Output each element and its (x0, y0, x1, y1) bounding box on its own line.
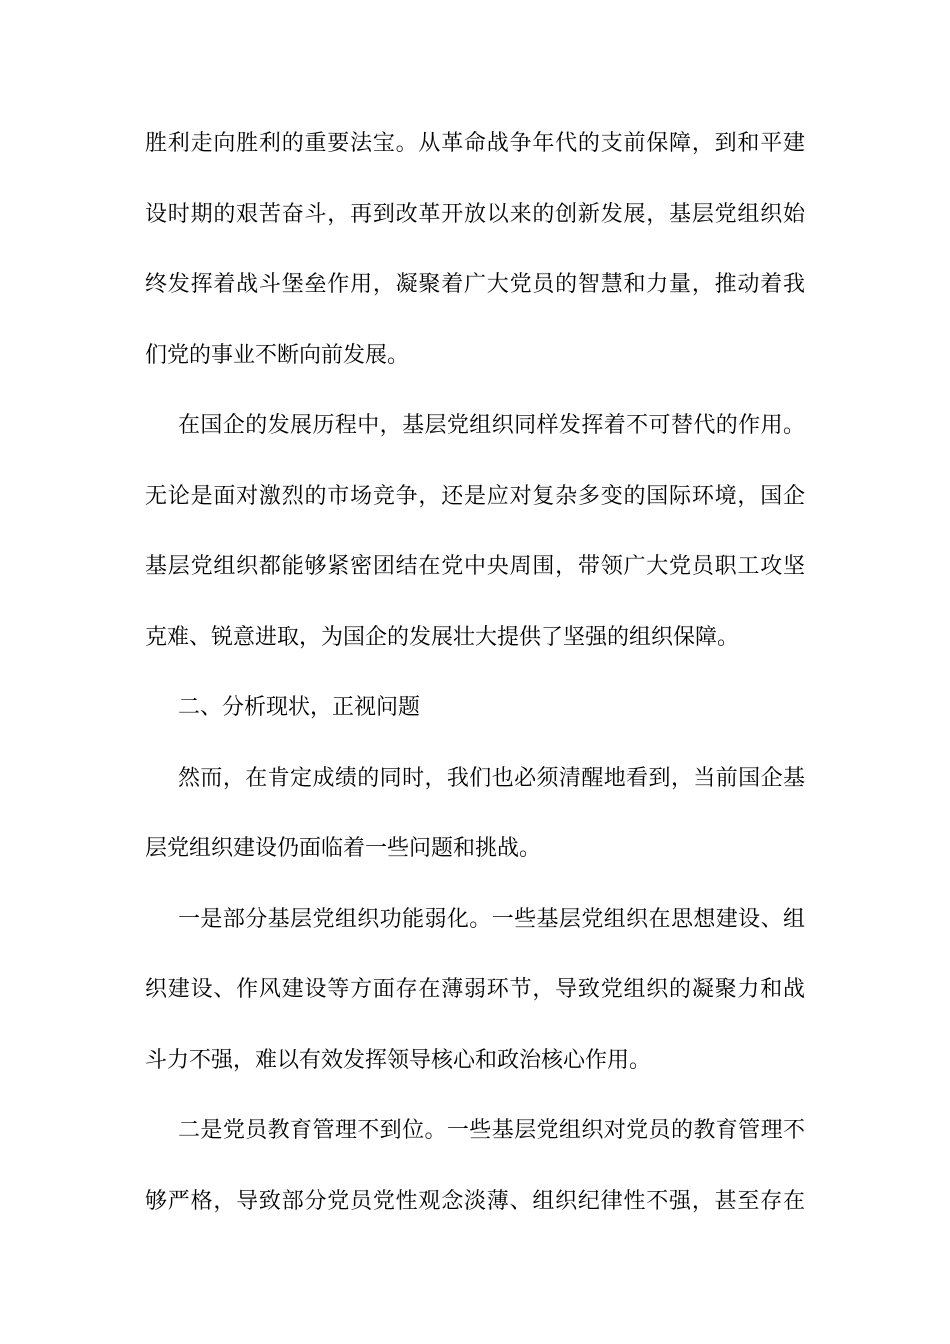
text-line: 然而，在肯定成绩的同时，我们也必须清醒地看到，当前国企基 (178, 764, 805, 790)
text-line: 无论是面对激烈的市场竞争，还是应对复杂多变的国际环境，国企 (145, 482, 805, 508)
text-line: 层党组织建设仍面临着一些问题和挑战。 (145, 835, 542, 860)
text-line: 二是党员教育管理不到位。一些基层党组织对党员的教育管理不 (178, 1117, 805, 1142)
text-line: 够严格，导致部分党员党性观念淡薄、组织纪律性不强，甚至存在 (145, 1187, 805, 1213)
text-line: 们党的事业不断向前发展。 (145, 341, 410, 367)
text-line: 胜利走向胜利的重要法宝。从革命战争年代的支前保障，到和平建 (145, 130, 805, 155)
paragraph (145, 743, 805, 884)
text-line: 织建设、作风建设等方面存在薄弱环节，导致党组织的凝聚力和战 (145, 976, 805, 1001)
text-line: 二、分析现状，正视问题 (178, 694, 421, 719)
paragraph (145, 1095, 805, 1236)
paragraph (145, 390, 805, 672)
text-line: 设时期的艰苦奋斗，再到改革开放以来的创新发展，基层党组织始 (145, 200, 805, 226)
text-line: 斗力不强，难以有效发挥领导核心和政治核心作用。 (145, 1046, 652, 1072)
text-line: 克难、锐意进取，为国企的发展壮大提供了坚强的组织保障。 (145, 623, 740, 649)
paragraph (145, 108, 805, 390)
text-line: 基层党组织都能够紧密团结在党中央周围，带领广大党员职工攻坚 (145, 553, 805, 578)
text-line: 在国企的发展历程中，基层党组织同样发挥着不可替代的作用。 (178, 412, 805, 437)
section-heading (145, 672, 805, 743)
text-line: 终发挥着战斗堡垒作用，凝聚着广大党员的智慧和力量，推动着我 (145, 271, 805, 296)
paragraph (145, 884, 805, 1096)
text-line: 一是部分基层党组织功能弱化。一些基层党组织在思想建设、组 (178, 905, 805, 931)
